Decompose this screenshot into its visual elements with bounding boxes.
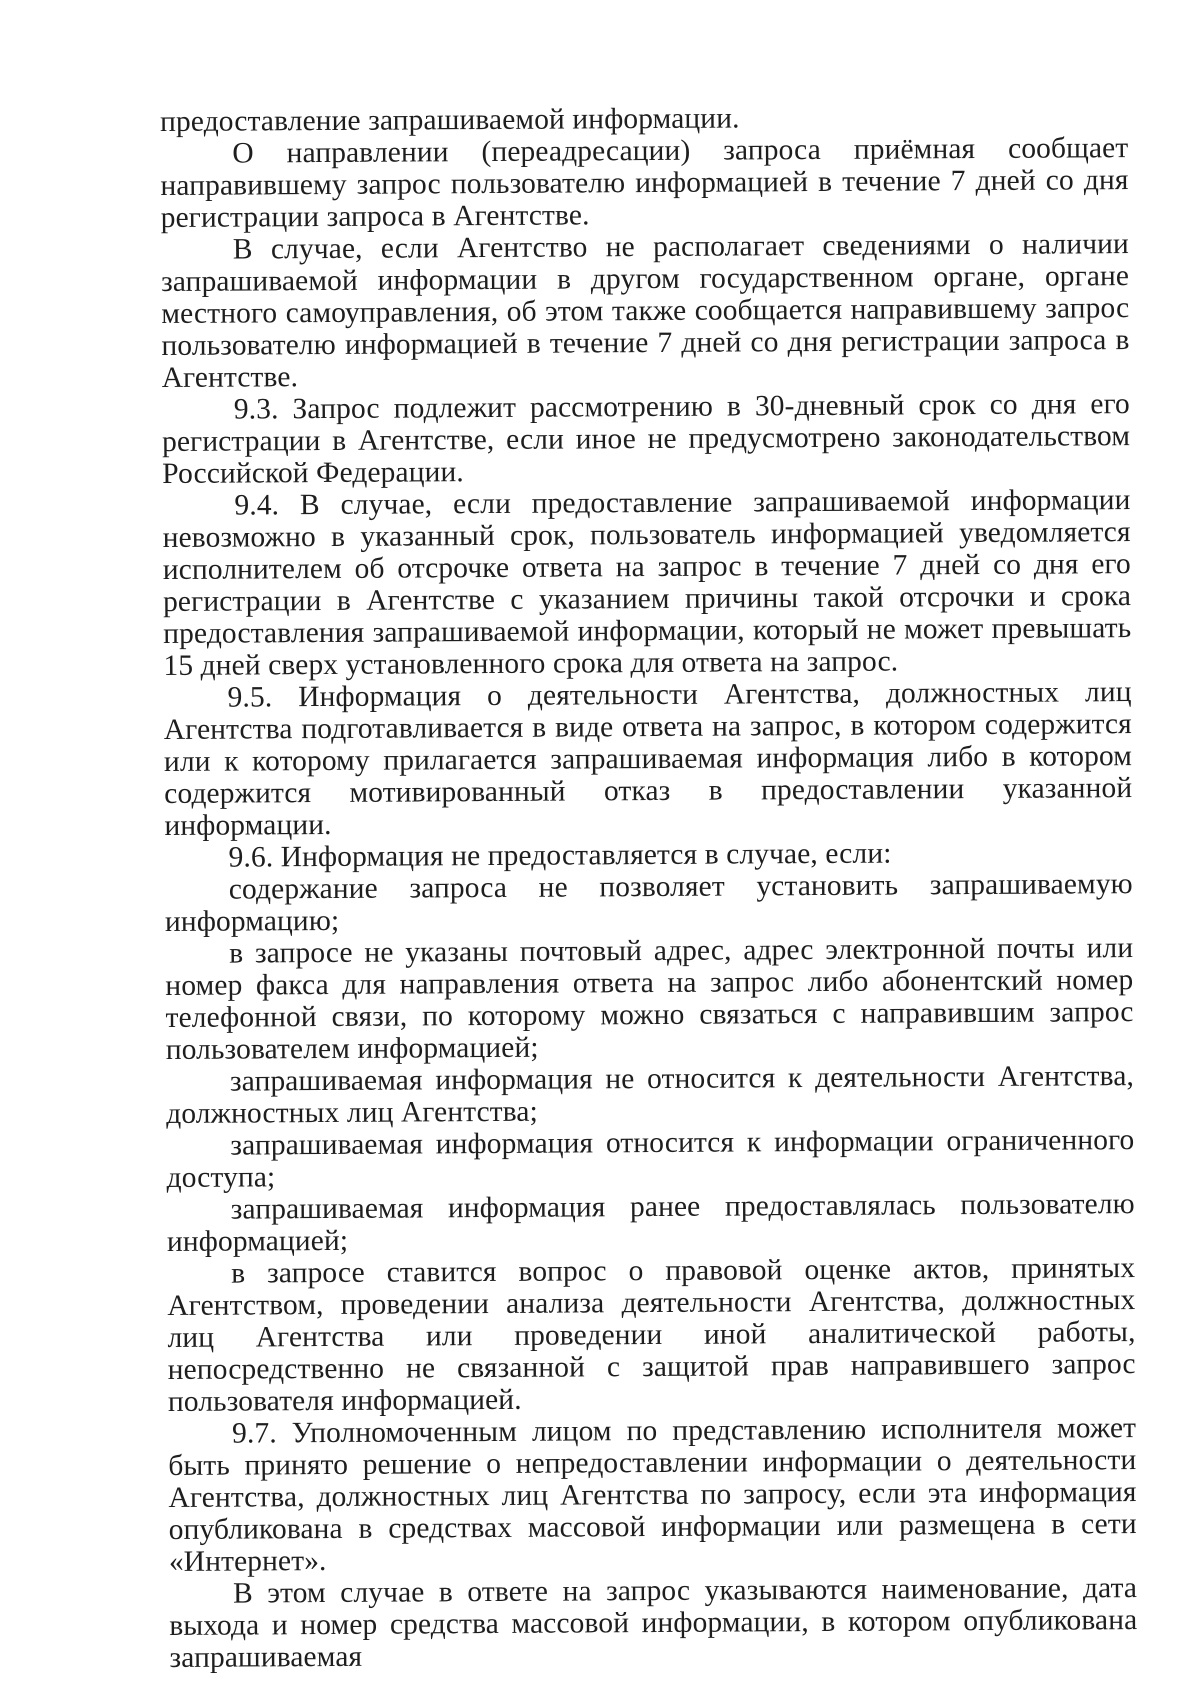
paragraph-redirect-notice: О направлении (переадресации) запроса приёмная сообщает направившему запрос пользователю информацией в течение 7 дней со дня регистрации запроса в Агентстве. bbox=[160, 132, 1129, 234]
paragraph-9-6: 9.6. Информация не предоставляется в случае, если: bbox=[228, 837, 892, 874]
paragraph-no-info-notice: В случае, если Агентство не располагает сведениями о наличии запрашиваемой информации в другом государственном органе, органе местного самоуправления, об этом также сообщается направившему запрос пользователю информацией в течение 7 дней со дня регистрации запроса в Агентстве. bbox=[160, 228, 1130, 394]
paragraph-continuation: предоставление запрашиваемой информации. bbox=[160, 102, 740, 138]
list-item-no-address: в запросе не указаны почтовый адрес, адрес электронной почты или номер факса для направления ответа на запрос либо абонентский номер телефонной связи, по которому можно связаться с направившим запрос пользователем информацией; bbox=[165, 932, 1134, 1066]
list-item-restricted: запрашиваемая информация относится к информации ограниченного доступа; bbox=[166, 1124, 1135, 1194]
document-page bbox=[160, 100, 1138, 1674]
paragraph-9-3: 9.3. Запрос подлежит рассмотрению в 30-дневный срок со дня его регистрации в Агентстве, если иное не предусмотрено законодательством Российской Федерации. bbox=[161, 388, 1131, 490]
paragraph-published-info: В этом случае в ответе на запрос указываются наименование, дата выхода и номер средства массовой информации, в котором опубликована запрашиваемая bbox=[169, 1572, 1138, 1674]
list-item-legal-assessment: в запросе ставится вопрос о правовой оценке актов, принятых Агентством, проведении анализа деятельности Агентства, должностных лиц Агентства или проведении иной аналитической работы, непосредственно не связанной с защитой прав направившего запрос пользователя информацией. bbox=[167, 1252, 1136, 1418]
paragraph-9-4: 9.4. В случае, если предоставление запрашиваемой информации невозможно в указанный срок, пользователь информацией уведомляется исполнителем об отсрочке ответа на запрос в течение 7 дней со дня его регистрации в Агентстве с указанием причины такой отсрочки и срока предоставления запрашиваемой информации, который не может превышать 15 дней сверх установленного срока для ответа на запрос. bbox=[162, 484, 1132, 682]
list-item-content: содержание запроса не позволяет установить запрашиваемую информацию; bbox=[164, 868, 1133, 938]
list-item-not-related: запрашиваемая информация не относится к деятельности Агентства, должностных лиц Агентства; bbox=[166, 1060, 1135, 1130]
paragraph-9-7: 9.7. Уполномоченным лицом по представлению исполнителя может быть принято решение о непредоставлении информации о деятельности Агентства, должностных лиц Агентства по запросу, если эта информация опубликована в средствах массовой информации или размещена в сети «Интернет». bbox=[168, 1412, 1137, 1578]
list-item-previously-provided: запрашиваемая информация ранее предоставлялась пользователю информацией; bbox=[166, 1188, 1135, 1258]
paragraph-9-5: 9.5. Информация о деятельности Агентства, должностных лиц Агентства подготавливается в виде ответа на запрос, в котором содержится или к которому прилагается запрашиваемая информация либо в котором содержится мотивированный отказ в предоставлении указанной информации. bbox=[163, 676, 1133, 842]
